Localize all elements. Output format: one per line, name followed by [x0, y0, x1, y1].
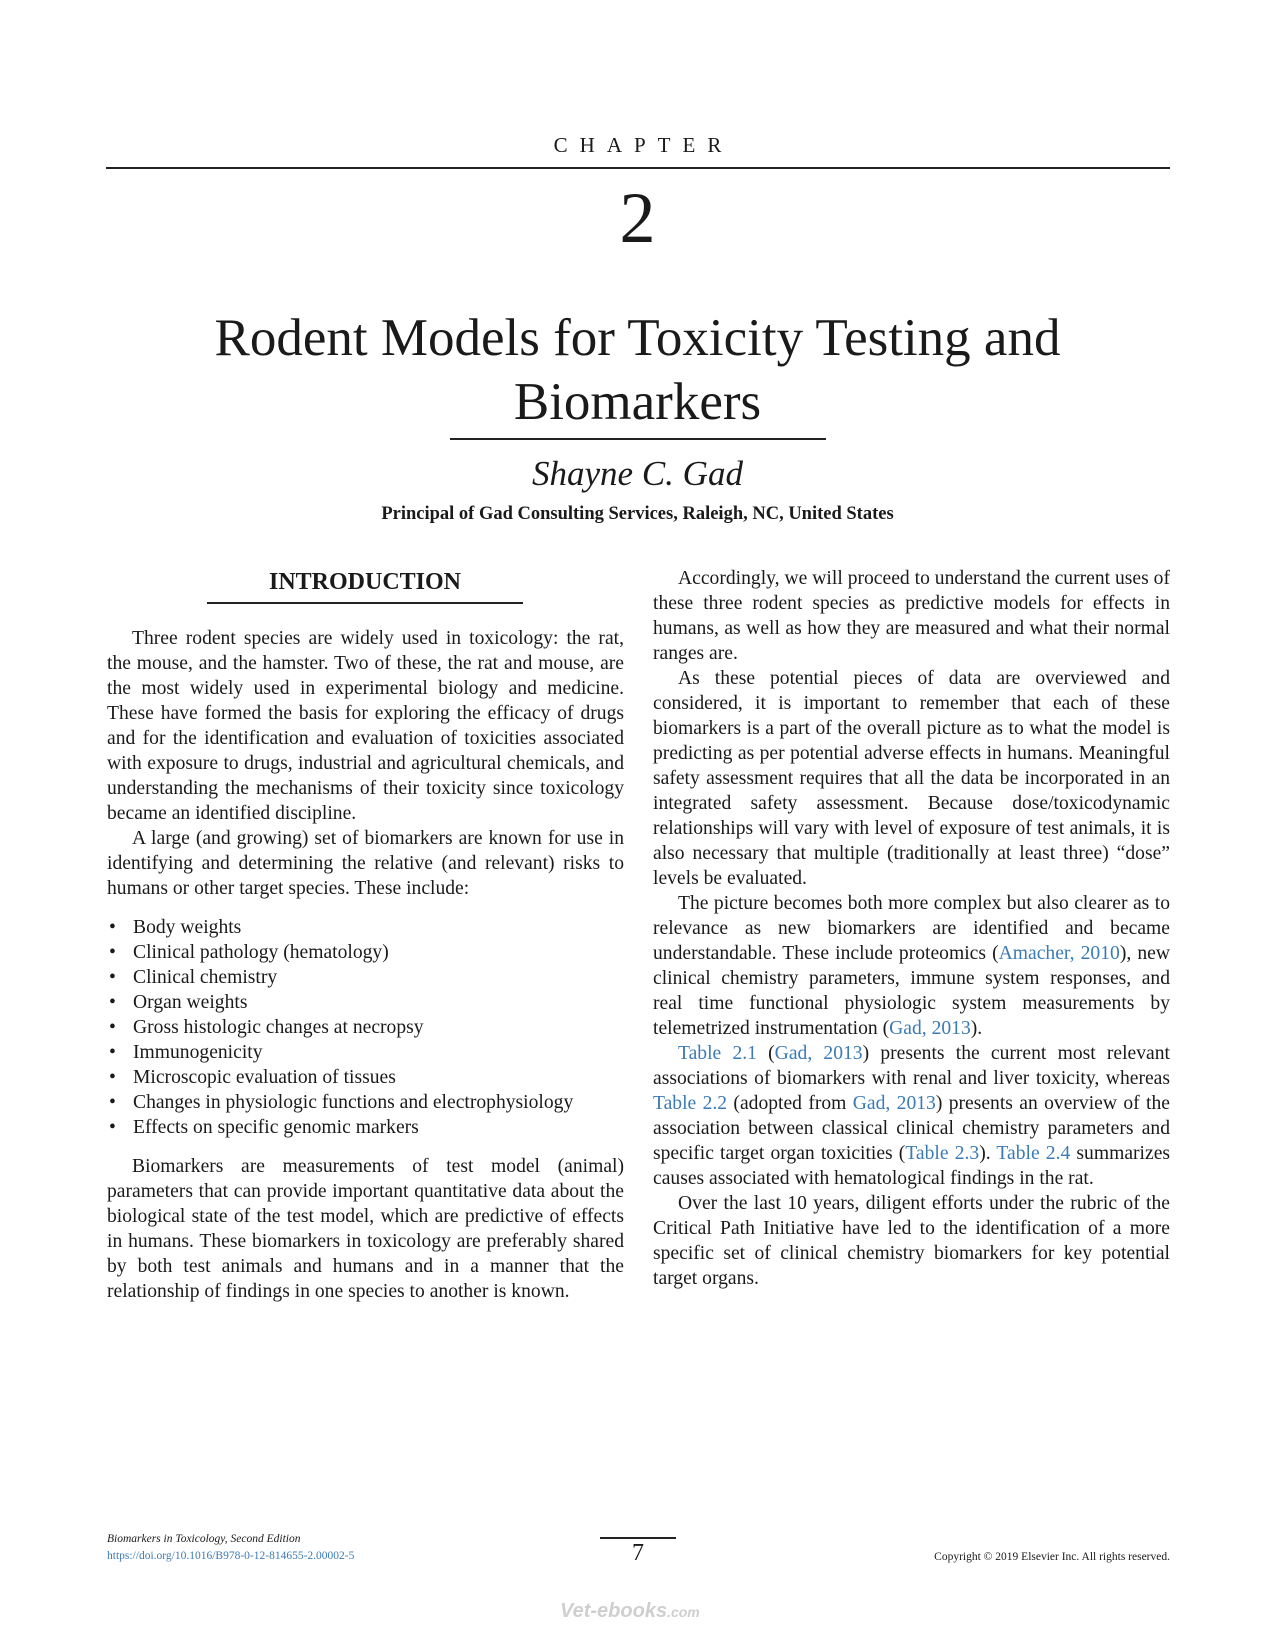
right-column — [653, 566, 1170, 1291]
list-item-text: Effects on specific genomic markers — [133, 1117, 419, 1138]
header-rule — [106, 167, 1170, 169]
paragraph: Three rodent species are widely used in toxicology: the rat, the mouse, and the hamster. Two of these, the rat and mouse, are the most widely used in experimental biology and medicine. These have formed the basis for exploring the efficacy of drugs and for the identification and evaluation of toxicities associated with exposure to drugs, industrial and agricultural chemicals, and understanding the mechanisms of their toxicity since toxicology became an identified discipline. — [107, 628, 624, 824]
bullet-icon: • — [109, 1042, 116, 1063]
list-item — [107, 990, 624, 1015]
list-item — [107, 965, 624, 990]
list-item — [107, 1040, 624, 1065]
table-link[interactable]: Table 2.3 — [905, 1143, 980, 1164]
citation-link[interactable]: Amacher, 2010 — [998, 943, 1120, 964]
bullet-icon: • — [109, 917, 116, 938]
page-number: 7 — [632, 1540, 644, 1566]
citation-link[interactable]: Gad, 2013 — [852, 1093, 936, 1114]
bullet-icon: • — [109, 992, 116, 1013]
list-item — [107, 1065, 624, 1090]
author-affiliation: Principal of Gad Consulting Services, Raleigh, NC, United States — [381, 504, 894, 524]
text-run: ). — [979, 1143, 997, 1164]
paragraph — [653, 1041, 1170, 1191]
watermark — [560, 1600, 700, 1623]
paragraph — [653, 891, 1170, 1041]
list-item — [107, 915, 624, 940]
list-item — [107, 1115, 624, 1140]
bullet-icon: • — [109, 1117, 116, 1138]
list-item-text: Immunogenicity — [133, 1042, 263, 1063]
list-item-text: Microscopic evaluation of tissues — [133, 1067, 396, 1088]
section-heading-introduction: INTRODUCTION — [207, 566, 523, 604]
watermark-text: Vet-ebooks — [560, 1600, 668, 1622]
footer-book-title: Biomarkers in Toxicology, Second Edition — [107, 1533, 301, 1545]
footer-doi-link[interactable]: https://doi.org/10.1016/B978-0-12-814655-2.00002-5 — [107, 1550, 355, 1562]
text-run: ), new clinical chemistry parameters, immune system responses, and real time functional physiologic system measurements by telemetrized instrumentation ( — [653, 943, 1170, 1039]
footer-rule — [600, 1537, 676, 1539]
list-item-text: Changes in physiologic functions and electrophysiology — [133, 1092, 574, 1113]
chapter-title: Rodent Models for Toxicity Testing and Biomarkers — [214, 309, 1061, 431]
list-item-text: Clinical chemistry — [133, 967, 278, 988]
text-run: (adopted from — [727, 1093, 853, 1114]
text-run: ). — [970, 1018, 983, 1039]
paragraph: Accordingly, we will proceed to understand the current uses of these three rodent species as predictive models for effects in humans, as well as how they are measured and what their normal ranges are. — [653, 568, 1170, 664]
chapter-number: 2 — [619, 178, 656, 258]
table-link[interactable]: Table 2.1 — [678, 1043, 757, 1064]
list-item-text: Clinical pathology (hematology) — [133, 942, 389, 963]
list-item — [107, 1015, 624, 1040]
bullet-icon: • — [109, 1017, 116, 1038]
biomarker-list — [107, 915, 624, 1140]
citation-link[interactable]: Gad, 2013 — [889, 1018, 971, 1039]
text-run: The picture becomes both more complex but also clearer as to relevance as new biomarkers are identified and became understandable. These include proteomics ( — [653, 893, 1170, 964]
table-link[interactable]: Table 2.2 — [653, 1093, 728, 1114]
citation-link[interactable]: Gad, 2013 — [774, 1043, 863, 1064]
text-run: ) presents the current most relevant associations of biomarkers with renal and liver toxicity, whereas — [653, 1043, 1170, 1089]
list-item — [107, 1090, 624, 1115]
paragraph: A large (and growing) set of biomarkers are known for use in identifying and determining the relative (and relevant) risks to humans or other target species. These include: — [107, 828, 624, 899]
table-link[interactable]: Table 2.4 — [996, 1143, 1071, 1164]
author-name: Shayne C. Gad — [532, 454, 743, 493]
list-item-text: Organ weights — [133, 992, 248, 1013]
text-run: ) presents an overview of the association between classical clinical chemistry parameters and specific target organ toxicities ( — [653, 1093, 1170, 1164]
paragraph: Biomarkers are measurements of test model (animal) parameters that can provide important quantitative data about the biological state of the test model, which are predictive of effects in humans. These biomarkers in toxicology are preferably shared by both test animals and humans and in a manner that the relationship of findings in one species to another is known. — [107, 1156, 624, 1302]
bullet-icon: • — [109, 967, 116, 988]
left-column — [107, 566, 624, 1304]
chapter-label: CHAPTER — [553, 133, 734, 157]
watermark-suffix: .com — [667, 1604, 700, 1620]
bullet-icon: • — [109, 1092, 116, 1113]
list-item — [107, 940, 624, 965]
list-item-text: Body weights — [133, 917, 242, 938]
bullet-icon: • — [109, 1067, 116, 1088]
paragraph: As these potential pieces of data are overviewed and considered, it is important to remember that each of these biomarkers is a part of the overall picture as to what the model is predicting as per potential adverse effects in humans. Meaningful safety assessment requires that all the data be incorporated in an integrated safety assessment. Because dose/toxicodynamic relationships will vary with level of exposure of test animals, it is also necessary that multiple (traditionally at least three) “dose” levels be evaluated. — [653, 668, 1170, 889]
text-run: summarizes causes associated with hematological findings in the rat. — [653, 1143, 1171, 1189]
bullet-icon: • — [109, 942, 116, 963]
title-rule — [450, 438, 826, 440]
paragraph: Over the last 10 years, diligent efforts under the rubric of the Critical Path Initiative have led to the identification of a more specific set of clinical chemistry biomarkers for key potential target organs. — [653, 1193, 1170, 1289]
copyright-notice: Copyright © 2019 Elsevier Inc. All rights reserved. — [934, 1551, 1170, 1563]
list-item-text: Gross histologic changes at necropsy — [133, 1017, 424, 1038]
text-run: ( — [756, 1043, 775, 1064]
